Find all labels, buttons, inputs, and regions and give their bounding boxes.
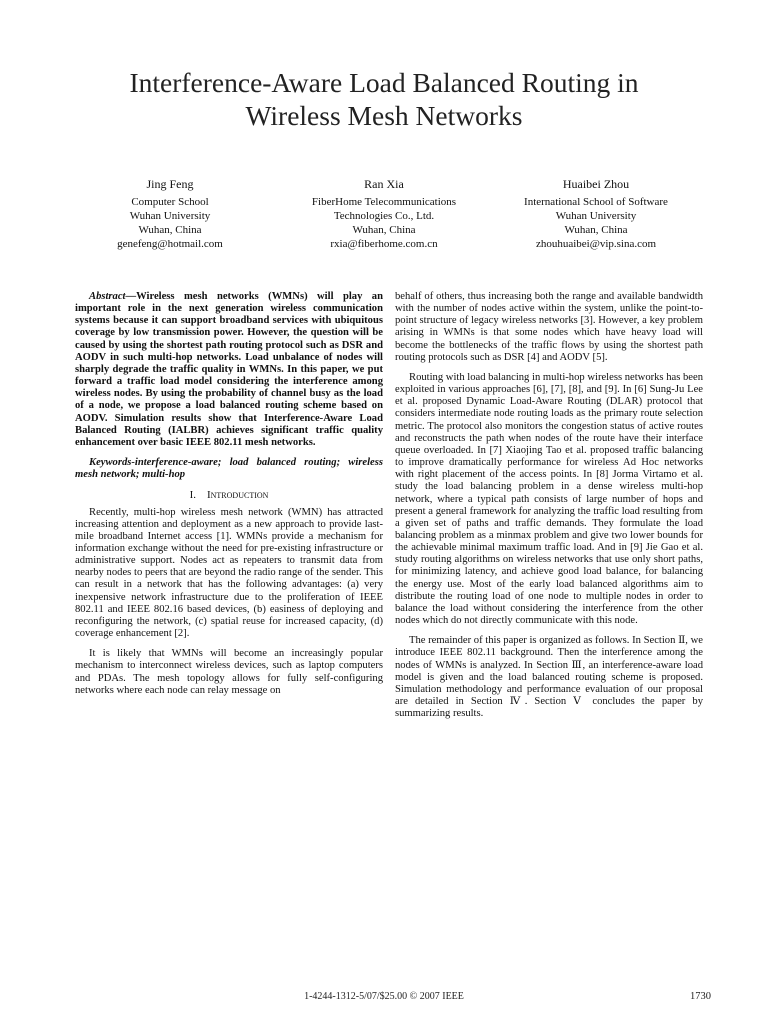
- author-location: Wuhan, China: [138, 224, 202, 236]
- abstract-body: —Wireless mesh networks (WMNs) will play an important role in the next generation wireless communication systems because it can support broadband services with ubiquitous coverage by low transmission power. However, the question will be caused by using the shortest path routing protocol such as DSR and AODV in such multi-hop networks. Load unbalance of nodes will sharply degrade the traffic quality in WMNs. In this paper, we put forward a traffic load model considering the interference among wireless nodes. By using the probability of channel busy as the load of a node, we propose a load balanced routing scheme based on AODV. Simulation results show that Interference-Aware Load Balanced Routing (IALBR) achieves significant traffic quality enhancement over basic IEEE 802.11 mesh networks.: [75, 291, 383, 448]
- body-paragraph: It is likely that WMNs will become an increasingly popular mechanism to interconnect wireless devices, such as laptop computers and PDAs. The mesh topology allows for fully self-configuring networks where each node can relay message on: [75, 648, 383, 696]
- body-paragraph: Routing with load balancing in multi-hop wireless networks has been exploited in various approaches [6], [7], [8], and [9]. In [6] Sung-Ju Lee et al. proposed Dynamic Load-Aware Routing (DLAR) protocol that considers intermediate node routing loads as the primary route selection metric. The protocol also monitors the congestion status of active routes and reconstructs the path when nodes of the route have their interface queue overloaded. In [7] Xiaojing Tao et al. proposed traffic balancing to improve dramatically performance for wireless Ad Hoc networks with right placement of the access points. In [8] Jorma Virtamo et al. study the load balancing problem in a dense wireless multi-hop network, where a typical path consists of large number of hops and present a general framework for analyzing the traffic load resulting from a given set of paths and traffic demands. They formulate the load balancing problem as a minmax problem and give two lower bounds for the achievable minimal maximum traffic load. And in [9] Jie Gao et al. study routing algorithms on wireless networks that use only short paths, for minimizing latency, and achieve good load balance, for balancing the energy use. Most of the early load balanced algorithms aim to distribute the routing load of one node to multiple nodes in order to balance the load without considering the interference from the other nodes which do not directly communicate with this node.: [395, 371, 703, 627]
- author-email: genefeng@hotmail.com: [117, 238, 223, 250]
- author-block-1: [60, 177, 280, 251]
- section-number: I.: [189, 489, 196, 502]
- author-block-2: [274, 177, 494, 251]
- paper-title: [40, 66, 728, 132]
- author-name: Jing Feng: [146, 177, 194, 191]
- author-name: Huaibei Zhou: [562, 177, 630, 191]
- left-column: [75, 291, 383, 705]
- section-heading: [75, 489, 383, 501]
- body-paragraph: Recently, multi-hop wireless mesh network (WMN) has attracted increasing attention and deployment as a new approach to provide last-mile broadband Internet access [1]. WMNs provide a mechanism for information exchange without the need for pre-existing infrastructure or administrative support. Nodes act as repeaters to transmit data from nearby nodes to peers that are beyond the radio range of the sender. This can result in a network that has the following advantages: (a) very inexpensive network infrastructure due to the proliferation of IEEE 802.11 and IEEE 802.16 based devices, (b) easiness of deploying and reconfiguring the network, (c) spatial reuse for increased capacity, (d) coverage enhancement [2].: [75, 506, 383, 640]
- author-name: Ran Xia: [364, 177, 404, 191]
- body-paragraph-continuation: behalf of others, thus increasing both the range and available bandwidth with the number of nodes active within the system, unlike the point-to-point structure of legacy wireless networks [3]. However, a key problem arising in WMNs is that some nodes which have heavy load will become the bottlenecks of the traffic flows by using the shortest path routing protocols such as DSR [4] and AODV [5].: [395, 291, 703, 363]
- author-block-3: [486, 177, 706, 251]
- author-affiliation: International School of Software: [524, 196, 668, 208]
- author-email: rxia@fiberhome.com.cn: [330, 238, 438, 250]
- author-affiliation: Wuhan University: [555, 210, 637, 222]
- section-title: Introduction: [206, 489, 269, 502]
- author-affiliation: Technologies Co., Ltd.: [333, 210, 435, 222]
- author-affiliation: Wuhan University: [129, 210, 211, 222]
- title-line-2: Wireless Mesh Networks: [245, 100, 523, 131]
- right-column: [395, 291, 703, 728]
- keywords: Keywords-interference-aware; load balanced routing; wireless mesh network; multi-hop: [75, 457, 383, 481]
- abstract: [75, 291, 383, 449]
- abstract-lead: Abstract: [89, 291, 126, 302]
- author-location: Wuhan, China: [352, 224, 416, 236]
- author-affiliation: Computer School: [131, 196, 209, 208]
- author-email: zhouhuaibei@vip.sina.com: [535, 238, 657, 250]
- page-number: 1730: [690, 991, 711, 1002]
- copyright-footer: 1-4244-1312-5/07/$25.00 © 2007 IEEE: [304, 991, 464, 1002]
- author-location: Wuhan, China: [564, 224, 628, 236]
- body-paragraph: The remainder of this paper is organized as follows. In Section Ⅱ, we introduce IEEE 802.11 background. Then the interference among the nodes of WMNs is analyzed. In Section Ⅲ, an interference-aware load model is given and the load balanced routing scheme is proposed. Simulation methodology and performance evaluation of our proposal are detailed in Section Ⅳ. Section Ⅴ concludes the paper by summarizing results.: [395, 635, 703, 720]
- author-affiliation: FiberHome Telecommunications: [311, 196, 457, 208]
- title-line-1: Interference-Aware Load Balanced Routing in: [129, 67, 639, 98]
